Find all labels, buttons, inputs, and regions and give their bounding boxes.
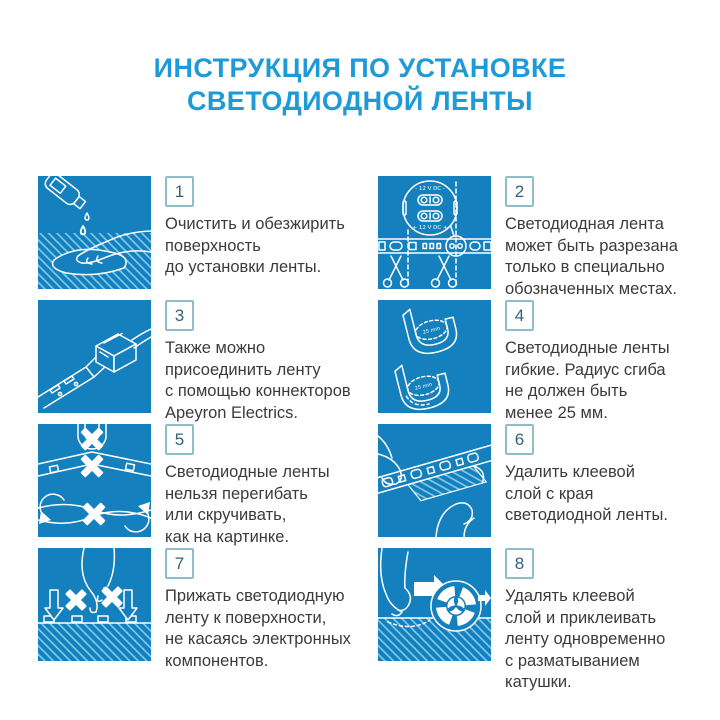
page-title bbox=[0, 52, 720, 118]
step-3 bbox=[38, 300, 378, 424]
bend-radius-illustration bbox=[378, 300, 491, 413]
radius-label: 25 mm bbox=[414, 381, 433, 392]
connector-illustration bbox=[38, 300, 151, 413]
step-text: Светодиодная лента может быть разрезана только в специально обозначенных местах. bbox=[505, 215, 678, 298]
step-text: Очистить и обезжирить поверхность до установки ленты. bbox=[165, 215, 345, 276]
step-number-badge: 3 bbox=[165, 300, 194, 331]
page-title-line2: СВЕТОДИОДНОЙ ЛЕНТЫ bbox=[187, 86, 533, 116]
step-number-badge: 6 bbox=[505, 424, 534, 455]
step-text: Также можно присоединить ленту с помощью коннекторов Apeyron Electrics. bbox=[165, 339, 351, 422]
unroll-reel-illustration bbox=[378, 548, 491, 661]
clean-surface-illustration bbox=[38, 176, 151, 289]
step-text: Удалять клеевой слой и приклеивать ленту одновременно с разматыванием катушки. bbox=[505, 587, 666, 691]
page-title-line1: ИНСТРУКЦИЯ ПО УСТАНОВКЕ bbox=[153, 53, 567, 83]
step-number-badge: 2 bbox=[505, 176, 534, 207]
voltage-label-top: - 12 V DC - bbox=[415, 186, 445, 192]
step-text: Светодиодные ленты нельзя перегибать или скручивать, как на картинке. bbox=[165, 463, 330, 546]
voltage-label-bottom: + 12 V DC + bbox=[412, 225, 448, 231]
cut-marks-scissors-illustration bbox=[378, 176, 491, 289]
step-text: Прижать светодиодную ленту к поверхности, не касаясь электронных компонентов. bbox=[165, 587, 351, 670]
step-number-badge: 4 bbox=[505, 300, 534, 331]
radius-label: 25 mm bbox=[422, 325, 441, 336]
bend-radius-step bbox=[378, 300, 718, 424]
step-number-badge: 1 bbox=[165, 176, 194, 207]
press-strip-illustration bbox=[38, 548, 151, 661]
step-7 bbox=[38, 548, 378, 672]
step-6 bbox=[378, 424, 718, 548]
step-number-badge: 8 bbox=[505, 548, 534, 579]
step-number-badge: 7 bbox=[165, 548, 194, 579]
steps-grid bbox=[38, 176, 718, 691]
step-text: Светодиодные ленты гибкие. Радиус сгиба не должен быть менее 25 мм. bbox=[505, 339, 670, 422]
step-text: Удалить клеевой слой с края светодиодной ленты. bbox=[505, 463, 668, 524]
no-bend-twist-illustration bbox=[38, 424, 151, 537]
step-5 bbox=[38, 424, 378, 548]
peel-adhesive-illustration bbox=[378, 424, 491, 537]
step-8 bbox=[378, 548, 718, 691]
step-1 bbox=[38, 176, 378, 300]
step-2 bbox=[378, 176, 718, 300]
step-number-badge: 5 bbox=[165, 424, 194, 455]
